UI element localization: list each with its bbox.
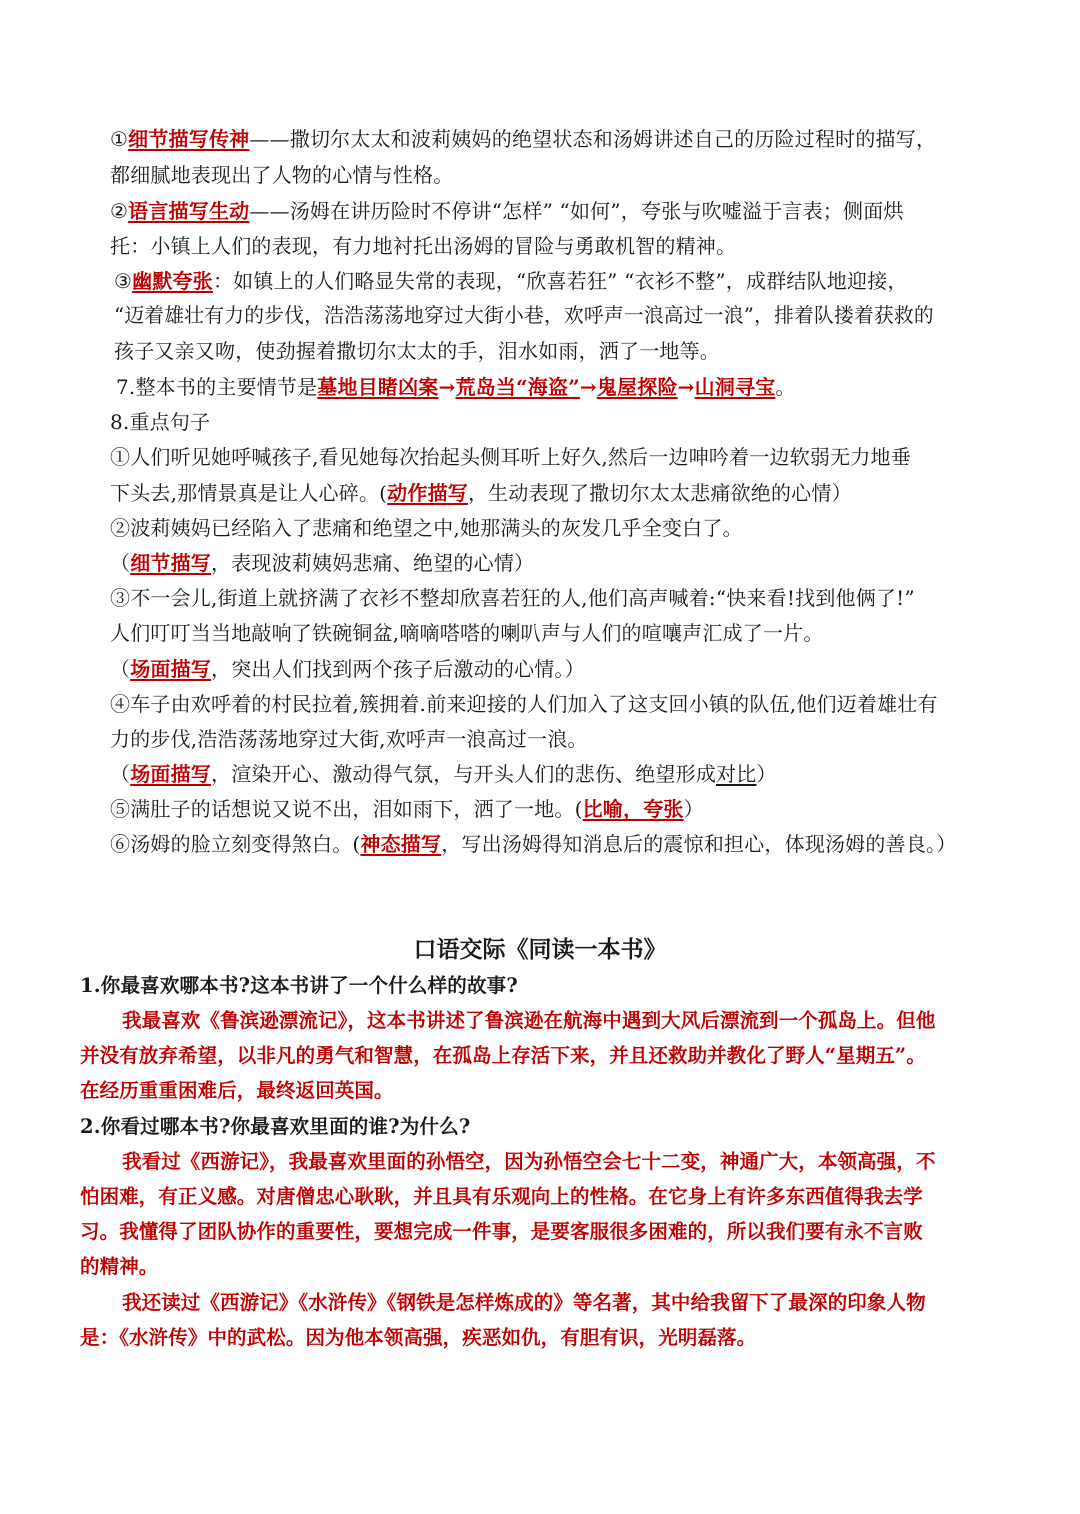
item3-line3: 孩子又亲又吻，使劲握着撒切尔太太的手，泪水如雨，洒了一地等。 — [114, 339, 720, 363]
answer2-line1: 我看过《西游记》，我最喜欢里面的孙悟空，因为孙悟空会七十二变，神通广大，本领高强，不 — [122, 1150, 936, 1173]
sentence3-keyword: 场面描写 — [130, 657, 212, 681]
item3-line2: “迈着雄壮有力的步伐，浩浩荡荡地穿过大街小巷，欢呼声一浪高过一浪”，排着队搂着获救的 — [114, 304, 934, 327]
sentence3-comment: ，突出人们找到两个孩子后激动的心情。） — [211, 657, 585, 681]
sentence6-keyword: 神态描写 — [360, 832, 442, 856]
item2-keyword: 语言描写生动 — [128, 199, 250, 223]
sentence5-line — [110, 794, 704, 824]
plot-arrow-1: → — [438, 375, 456, 399]
plot-arrow-3: → — [677, 375, 695, 399]
sentence3-line3 — [110, 654, 585, 684]
item3-number: ③ — [114, 269, 133, 293]
sentence5-text: ⑤满肚子的话想说又说不出，泪如雨下，洒了一地。( — [110, 797, 583, 821]
question-1: 1.你最喜欢哪本书?这本书讲了一个什么样的故事? — [80, 974, 519, 997]
sentence2-comment: ，表现波莉姨妈悲痛、绝望的心情） — [211, 551, 535, 575]
item1-line1 — [110, 124, 936, 154]
key-sentences-heading: 8.重点句子 — [110, 410, 211, 434]
sentence3-line2: 人们叮叮当当地敲响了铁碗铜盆,嘀嘀嗒嗒的喇叭声与人们的喧嚷声汇成了一片。 — [110, 621, 824, 645]
item3-line1 — [114, 266, 908, 296]
sentence1-comment: ，生动表现了撒切尔太太悲痛欲绝的心情） — [467, 481, 852, 505]
answer1-line3: 在经历重重困难后，最终返回英国。 — [80, 1079, 394, 1102]
sentence4-line3 — [110, 759, 777, 789]
answer2-line4: 的精神。 — [80, 1255, 159, 1278]
sentence4-close: ） — [756, 762, 777, 786]
item1-text: ——撒切尔太太和波莉姨妈的绝望状态和汤姆讲述自己的历险过程时的描写， — [249, 127, 937, 151]
item2-line2: 托：小镇上人们的表现，有力地衬托出汤姆的冒险与勇敢机智的精神。 — [110, 234, 737, 258]
plot-part-3: 鬼屋探险 — [596, 375, 678, 399]
answer3-line1: 我还读过《西游记》《水浒传》《钢铁是怎样炼成的》等名著，其中给我留下了最深的印象人物 — [122, 1291, 926, 1314]
answer1-line1: 我最喜欢《鲁滨逊漂流记》，这本书讲述了鲁滨逊在航海中遇到大风后漂流到一个孤岛上。但他 — [122, 1009, 936, 1032]
sentence4-open: （ — [110, 762, 131, 786]
sentence4-comment: ，渲染开心、激动得气氛，与开头人们的悲伤、绝望形成 — [211, 762, 717, 786]
sentence5-close: ） — [683, 797, 704, 821]
sentence6-line — [110, 829, 956, 859]
plot-part-1: 墓地目睹凶案 — [317, 375, 439, 399]
item1-keyword: 细节描写传神 — [128, 127, 250, 151]
sentence4-contrast: 对比 — [716, 762, 757, 786]
sentence1-line1: ①人们听见她呼喊孩子,看见她每次抬起头侧耳听上好久,然后一边呻吟着一边软弱无力地垂 — [110, 445, 911, 469]
plot-part-4: 山洞寻宝 — [694, 375, 776, 399]
sentence4-line2: 力的步伐,浩浩荡荡地穿过大街,欢呼声一浪高过一浪。 — [110, 727, 588, 751]
sentence2-line2 — [110, 548, 534, 578]
plot-arrow-2: → — [579, 375, 597, 399]
section-title: 口语交际《同读一本书》 — [413, 936, 667, 963]
sentence1-line2 — [110, 478, 852, 508]
sentence3-open: （ — [110, 657, 131, 681]
answer3-line2: 是：《水浒传》中的武松。因为他本领高强，疾恶如仇，有胆有识，光明磊落。 — [80, 1326, 757, 1349]
item2-number: ② — [110, 199, 129, 223]
item3-keyword: 幽默夸张 — [132, 269, 213, 293]
sentence4-line1: ④车子由欢呼着的村民拉着,簇拥着.前来迎接的人们加入了这支回小镇的队伍,他们迈着雄壮有 — [110, 692, 938, 716]
question-2: 2.你看过哪本书?你最喜欢里面的谁?为什么? — [80, 1115, 471, 1138]
sentence2-line1: ②波莉姨妈已经陷入了悲痛和绝望之中,她那满头的灰发几乎全变白了。 — [110, 516, 743, 540]
sentence4-keyword: 场面描写 — [130, 762, 212, 786]
sentence1-keyword: 动作描写 — [387, 481, 468, 505]
answer2-line2: 怕困难，有正义感。对唐僧忠心耿耿，并且具有乐观向上的性格。在它身上有许多东西值得我去学 — [80, 1185, 923, 1208]
answer1-line2: 并没有放弃希望，以非凡的勇气和智慧，在孤岛上存活下来，并且还救助并教化了野人“星期五”。 — [80, 1044, 926, 1067]
sentence5-keyword: 比喻，夸张 — [582, 797, 684, 821]
sentence6-text: ⑥汤姆的脸立刻变得煞白。( — [110, 832, 361, 856]
plot-prefix: 7.整本书的主要情节是 — [116, 375, 318, 399]
item1-line2: 都细腻地表现出了人物的心情与性格。 — [110, 163, 454, 187]
plot-end: 。 — [775, 375, 796, 399]
item2-line1 — [110, 196, 904, 226]
sentence2-open: （ — [110, 551, 131, 575]
item2-text: ——汤姆在讲历险时不停讲“怎样” “如何”，夸张与吹嘘溢于言表；侧面烘 — [249, 199, 904, 223]
sentence6-comment: ，写出汤姆得知消息后的震惊和担心，体现汤姆的善良。） — [441, 832, 957, 856]
plot-part-2: 荒岛当“海盗” — [455, 375, 580, 399]
sentence3-line1: ③不一会儿,街道上就挤满了衣衫不整却欣喜若狂的人,他们高声喊着:“快来看!找到他俩了!” — [110, 586, 915, 610]
item3-text: ：如镇上的人们略显失常的表现，“欣喜若狂” “衣衫不整”，成群结队地迎接， — [212, 269, 908, 293]
item1-number: ① — [110, 127, 129, 151]
sentence2-keyword: 细节描写 — [130, 551, 212, 575]
plot-line — [116, 372, 796, 402]
answer2-line3: 习。我懂得了团队协作的重要性，要想完成一件事，是要客服很多困难的，所以我们要有永不言败 — [80, 1220, 923, 1243]
sentence1-text: 下头去,那情景真是让人心碎。( — [110, 481, 388, 505]
